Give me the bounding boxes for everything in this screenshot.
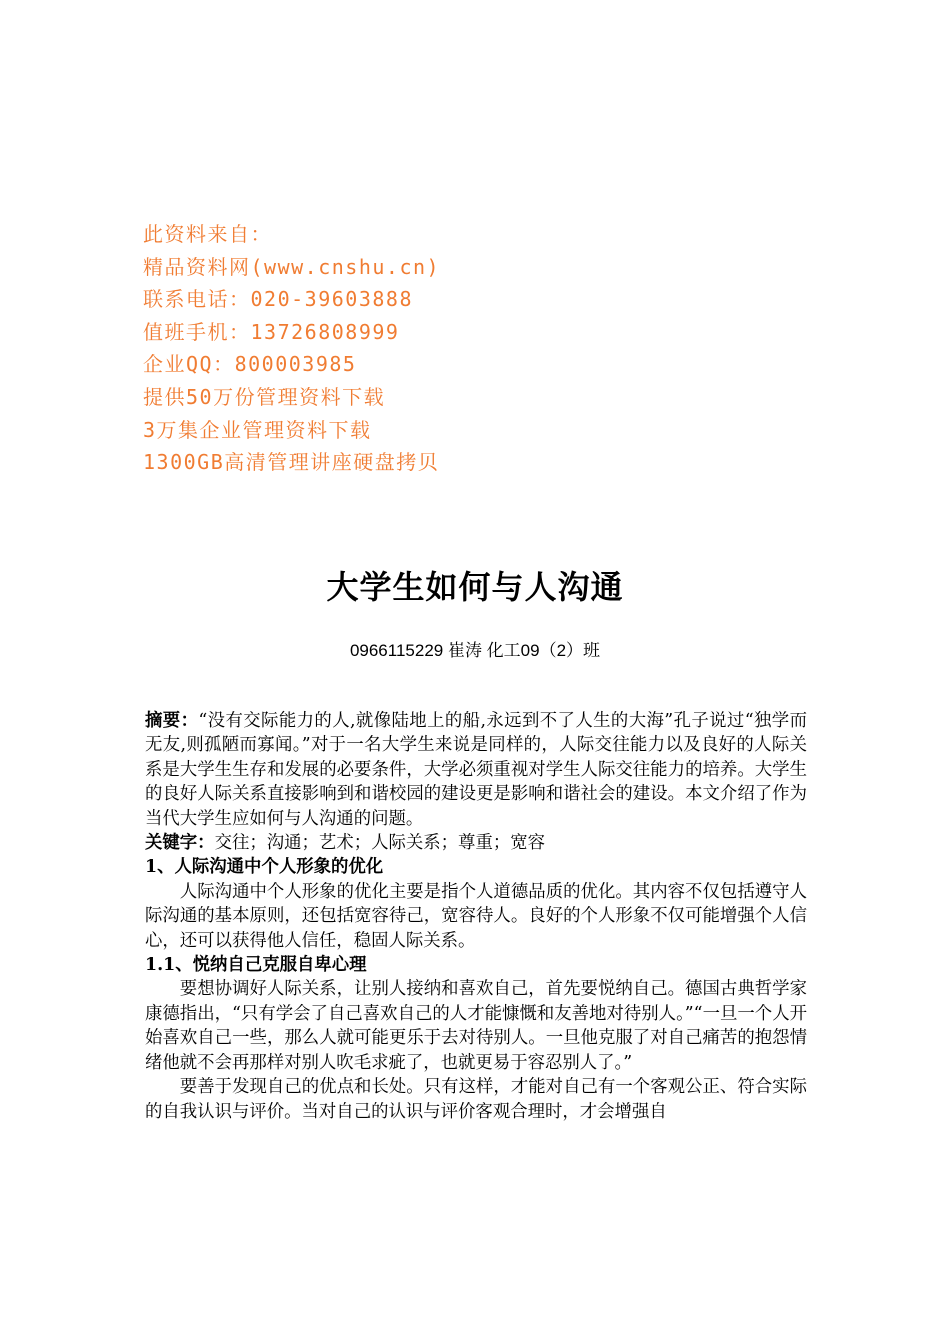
ad-line-website: 精品资料网(www.cnshu.cn) — [143, 254, 441, 279]
section-paragraph-3: 要善于发现自己的优点和长处。只有这样，才能对自己有一个客观公正、符合实际的自我认识与评价。当对自己的认识与评价客观合理时，才会增强自 — [145, 1077, 807, 1122]
document-body — [145, 709, 807, 1124]
source-ad-block — [143, 218, 823, 479]
document-title: 大学生如何与人沟通 — [326, 568, 624, 606]
ad-line-offer-2: 3万集企业管理资料下载 — [143, 417, 372, 442]
ad-line-phone: 联系电话：020-39603888 — [143, 287, 413, 312]
ad-line-qq: 企业QQ：800003985 — [143, 352, 357, 377]
ad-line-offer-1: 提供50万份管理资料下载 — [143, 384, 386, 409]
abstract-paragraph — [145, 709, 807, 831]
abstract-text: “没有交际能力的人,就像陆地上的船,永远到不了人生的大海”孔子说过“独学而无友,则孤陋而寡闻。”对于一名大学生来说是同样的，人际交往能力以及良好的人际关系是大学生生存和发展的必要条件，大学必须重视对学生人际交往能力的培养。大学生的良好人际关系直接影响到和谐校园的建设更是影响和谐社会的建设。本文介绍了作为当代大学生应如何与人沟通的问题。 — [145, 711, 807, 829]
abstract-label: 摘要： — [145, 711, 199, 731]
section-heading-1: 1、人际沟通中个人形象的优化 — [145, 857, 384, 878]
ad-line-mobile: 值班手机：13726808999 — [143, 319, 400, 344]
keywords-text: 交往；沟通；艺术；人际关系；尊重；宽容 — [214, 833, 546, 854]
section-paragraph-2: 要想协调好人际关系，让别人接纳和喜欢自己，首先要悦纳自己。德国古典哲学家康德指出，“只有学会了自己喜欢自己的人才能慷慨和友善地对待别人。”“一旦一个人开始喜欢自己一些，那么人就可能更乐于去对待别人。一旦他克服了对自己痛苦的抱怨情绪他就不会再那样对别人吹毛求疵了，也就更易于容忍别人了。” — [145, 979, 807, 1073]
ad-line-offer-3: 1300GB高清管理讲座硬盘拷贝 — [143, 450, 440, 475]
keywords-paragraph — [145, 831, 807, 855]
keywords-label: 关键字： — [145, 833, 215, 854]
section-heading-1-1: 1.1、悦纳自己克服自卑心理 — [145, 955, 367, 976]
section-paragraph-1: 人际沟通中个人形象的优化主要是指个人道德品质的优化。其内容不仅包括遵守人际沟通的基本原则，还包括宽容待己，宽容待人。良好的个人形象不仅可能增强个人信心，还可以获得他人信任，稳固人际关系。 — [145, 881, 807, 951]
author-line: 0966115229 崔涛 化工09（2）班 — [349, 641, 601, 660]
ad-line-source: 此资料来自： — [143, 222, 272, 246]
